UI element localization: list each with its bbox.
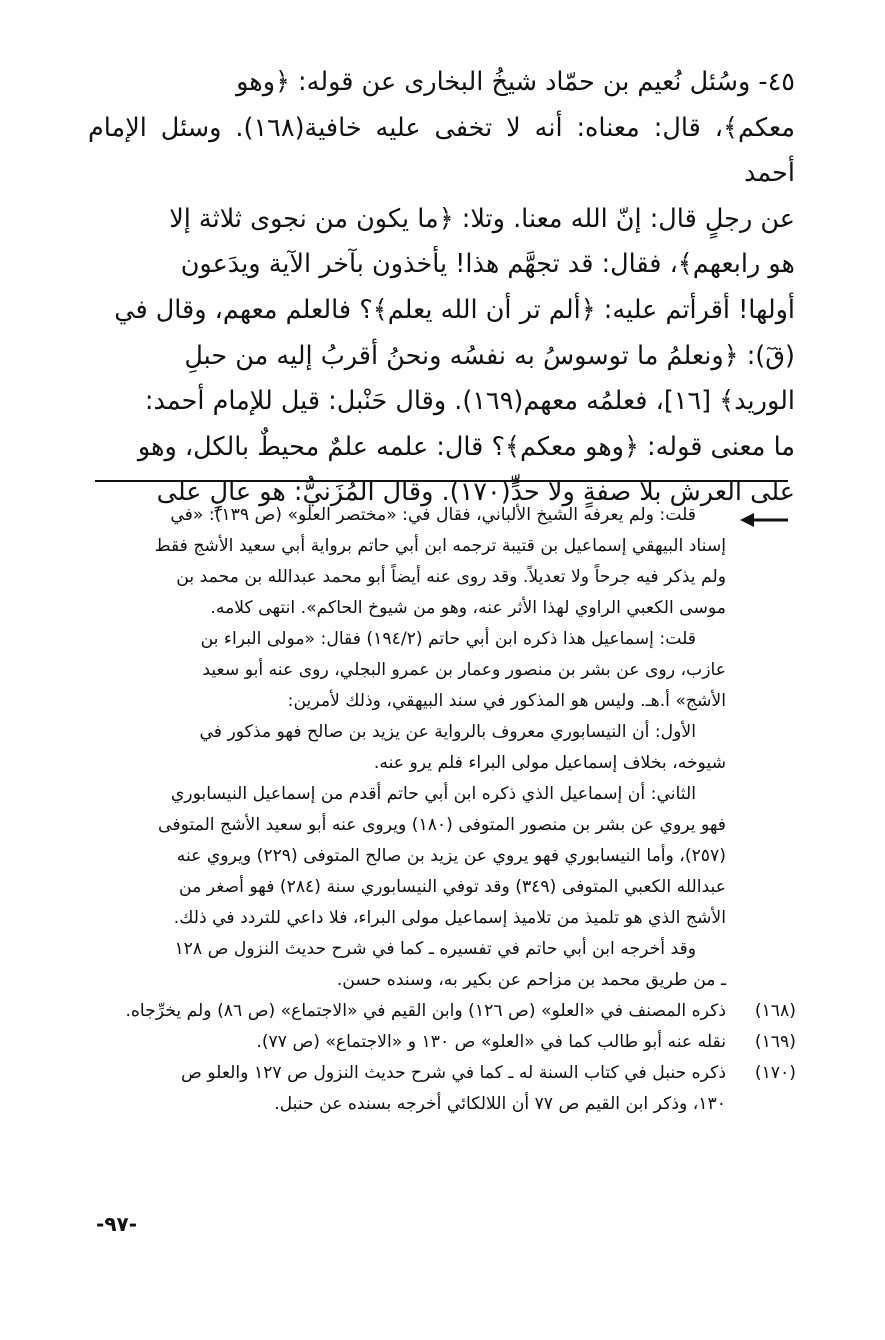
footnote-number: (١٦٨) [754,1001,796,1021]
note-line: عازب، روى عن بشر بن منصور وعمار بن عمرو البجلي، روى عنه أبو سعيد [202,660,726,680]
note-line: الأشج الذي هو تلميذ من تلاميذ إسماعيل مولى البراء، فلا داعي للتردد في ذلك. [173,908,726,928]
main-line: أولها! أقرأتم عليه: ﴿ألم تر أن الله يعلم﴾؟ فالعلم معهم، وقال في [114,294,795,325]
main-line: ٤٥- وسُئل نُعيم بن حمّاد شيخُ البخارى عن قوله: ﴿وهو [236,67,795,97]
note-line: الثاني: أن إسماعيل الذي ذكره ابن أبي حاتم أقدم من إسماعيل النيسابوري [170,784,696,804]
footnote-168 [96,996,796,1027]
main-line: هو رابعهم﴾، فقال: قد تجهَّم هذا! يأخذون بآخر الآية ويدَعون [180,249,795,280]
footnote-number: (١٧٠) [754,1063,796,1083]
main-line: عن رجلٍ قال: إنّ الله معنا. وتلا: ﴿ما يكون من نجوى ثلاثة إلا [169,203,795,234]
note-line: إسناد البيهقي إسماعيل بن قتيبة ترجمه ابن أبي حاتم برواية أبي سعيد الأشج فقط [154,536,726,556]
main-line: معكم﴾، قال: معناه: أنه لا تخفى عليه خافية(١٦٨). وسئل الإمام أحمد [88,112,795,189]
page-number: -٩٧- [96,1212,138,1236]
main-text [88,60,795,516]
note-line: وقد أخرجه ابن أبي حاتم في تفسيره ـ كما في شرح حديث النزول ص ١٢٨ [174,939,696,959]
footnote-169 [96,1027,796,1058]
note-line: موسى الكعبي الراوي لهذا الأثر عنه، وهو من شيوخ الحاكم». انتهى كلامه. [210,598,726,618]
note-line: ١٣٠، وذكر ابن القيم ص ٧٧ أن اللالكائي أخرجه بسنده عن حنبل. [274,1094,726,1114]
footnote-text: ذكره المصنف في «العلو» (ص ١٢٦) وابن القيم في «الاجتماع» (ص ٨٦) ولم يخرِّجاه. [125,1001,726,1021]
main-line: (قٓ): ﴿ونعلمُ ما توسوسُ به نفسُه ونحنُ أقربُ إليه من حبلِ [184,340,795,371]
note-line: الأشج» أ.هـ. وليس هو المذكور في سند البيهقي، وذلك لأمرين: [287,691,726,711]
footnote-number: (١٦٩) [754,1032,796,1052]
note-line: عبدالله الكعبي المتوفى (٣٤٩) وقد توفي النيسابوري سنة (٢٨٤) فهو أصغر من [179,877,726,897]
note-line: شيوخه، بخلاف إسماعيل مولى البراء فلم يرو عنه. [373,753,726,773]
footnote-text: ذكره حنبل في كتاب السنة له ـ كما في شرح حديث النزول ص ١٢٧ والعلو ص [181,1063,726,1083]
footnotes [96,500,796,1120]
main-line: ما معنى قوله: ﴿وهو معكم﴾؟ قال: علمه علمٌ محيطٌ بالكل، وهو [137,431,795,462]
note-line: قلت: إسماعيل هذا ذكره ابن أبي حاتم (١٩٤/٢) فقال: «مولى البراء بن [200,629,696,649]
note-line: الأول: أن النيسابوري معروف بالرواية عن يزيد بن صالح فهو مذكور في [199,722,696,742]
note-line: ولم يذكر فيه جرحاً ولا تعديلاً. وقد روى عنه أيضاً أبو محمد عبدالله بن محمد بن [176,567,726,587]
main-line: الوريد﴾ [١٦]، فعلمُه معهم(١٦٩). وقال حَنْبل: قيل للإمام أحمد: [144,386,795,417]
note-line: (٢٥٧)، وأما النيسابوري فهو يروي عن يزيد بن صالح المتوفى (٢٢٩) ويروي عنه [176,846,726,866]
footnote-text: نقله عنه أبو طالب كما في «العلو» ص ١٣٠ و «الاجتماع» (ص ٧٧). [256,1032,726,1052]
note-line: ـ من طريق محمد بن مزاحم عن بكير به، وسنده حسن. [336,970,726,990]
main-line: على العرش بلا صفةٍ ولا حدٍّ(١٧٠). وقال المُزَنيُّ: هو عالٍ على [156,477,795,508]
note-line: فهو يروي عن بشر بن منصور المتوفى (١٨٠) ويروى عنه أبو سعيد الأشج المتوفى [158,815,726,835]
footnote-divider [95,480,788,482]
footnote-170 [96,1058,796,1089]
note-line: قلت: ولم يعرفه الشيخ الألباني، فقال في: «مختصر العلو» (ص ١٣٩): «في [170,505,696,525]
